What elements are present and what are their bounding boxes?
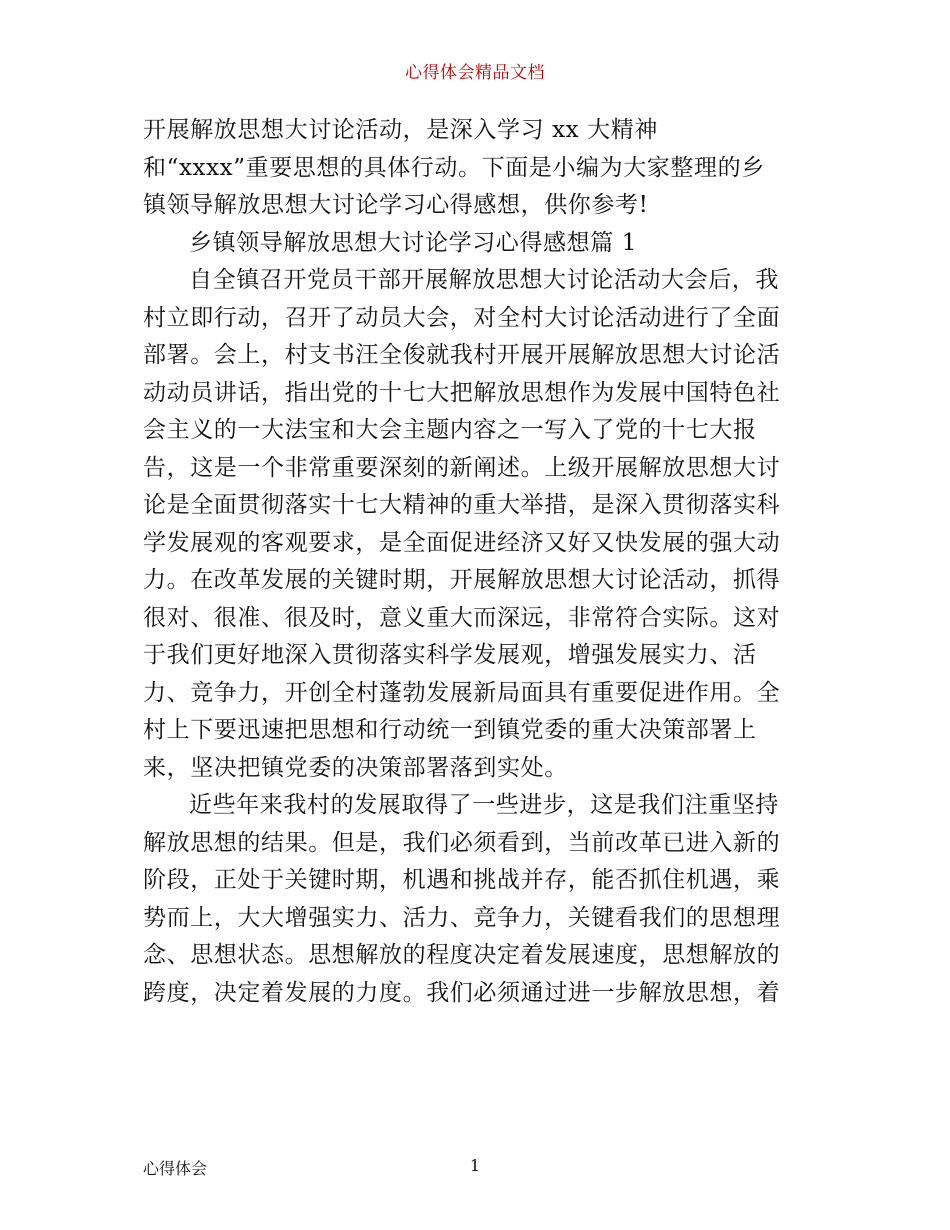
- text-line: 和“xxxx”重要思想的具体行动。下面是小编为大家整理的乡: [143, 154, 765, 181]
- body-text: [143, 112, 813, 1012]
- text-line: 学发展观的客观要求，是全面促进经济又好又快发展的强大动: [143, 529, 781, 556]
- text-line: 村立即行动，召开了动员大会，对全村大讨论活动进行了全面: [143, 304, 781, 331]
- section-heading: 乡镇领导解放思想大讨论学习心得感想篇 1: [189, 229, 637, 256]
- text-line: 会主义的一大法宝和大会主题内容之一写入了党的十七大报: [143, 417, 757, 443]
- footer-label: 心得体会: [143, 1159, 208, 1178]
- text-line: 来，坚决把镇党委的决策部署落到实处。: [143, 754, 568, 781]
- text-line: 镇领导解放思想大讨论学习心得感想，供你参考!: [143, 192, 649, 218]
- text-line: 力。在改革发展的关键时期，开展解放思想大讨论活动，抓得: [143, 567, 781, 593]
- text-line: 解放思想的结果。但是，我们必须看到，当前改革已进入新的: [143, 829, 781, 856]
- text-line: 论是全面贯彻落实十七大精神的重大举措，是深入贯彻落实科: [143, 492, 781, 518]
- text-line: 告，这是一个非常重要深刻的新阐述。上级开展解放思想大讨: [143, 454, 781, 481]
- text-line: 阶段，正处于关键时期，机遇和挑战并存，能否抓住机遇，乘: [143, 867, 781, 893]
- text-line: 于我们更好地深入贯彻落实科学发展观，增强发展实力、活: [143, 642, 757, 668]
- text-line: 近些年来我村的发展取得了一些进步，这是我们注重坚持: [189, 792, 779, 818]
- text-line: 跨度，决定着发展的力度。我们必须通过进一步解放思想，着: [143, 979, 781, 1006]
- text-line: 势而上，大大增强实力、活力、竞争力，关键看我们的思想理: [143, 904, 781, 931]
- text-line: 部署。会上，村支书汪全俊就我村开展开展解放思想大讨论活: [143, 342, 781, 368]
- text-line: 自全镇召开党员干部开展解放思想大讨论活动大会后，我: [189, 267, 779, 293]
- text-line: 力、竞争力，开创全村蓬勃发展新局面具有重要促进作用。全: [143, 679, 781, 706]
- text-line: 开展解放思想大讨论活动，是深入学习 xx 大精神: [143, 117, 658, 143]
- header-title: 心得体会精品文档: [405, 63, 545, 83]
- text-line: 念、思想状态。思想解放的程度决定着发展速度，思想解放的: [143, 942, 781, 968]
- text-line: 动动员讲话，指出党的十七大把解放思想作为发展中国特色社: [143, 379, 781, 406]
- page-number: 1: [469, 1156, 481, 1175]
- text-line: 很对、很准、很及时，意义重大而深远，非常符合实际。这对: [143, 604, 781, 631]
- text-line: 村上下要迅速把思想和行动统一到镇党委的重大决策部署上: [143, 717, 757, 743]
